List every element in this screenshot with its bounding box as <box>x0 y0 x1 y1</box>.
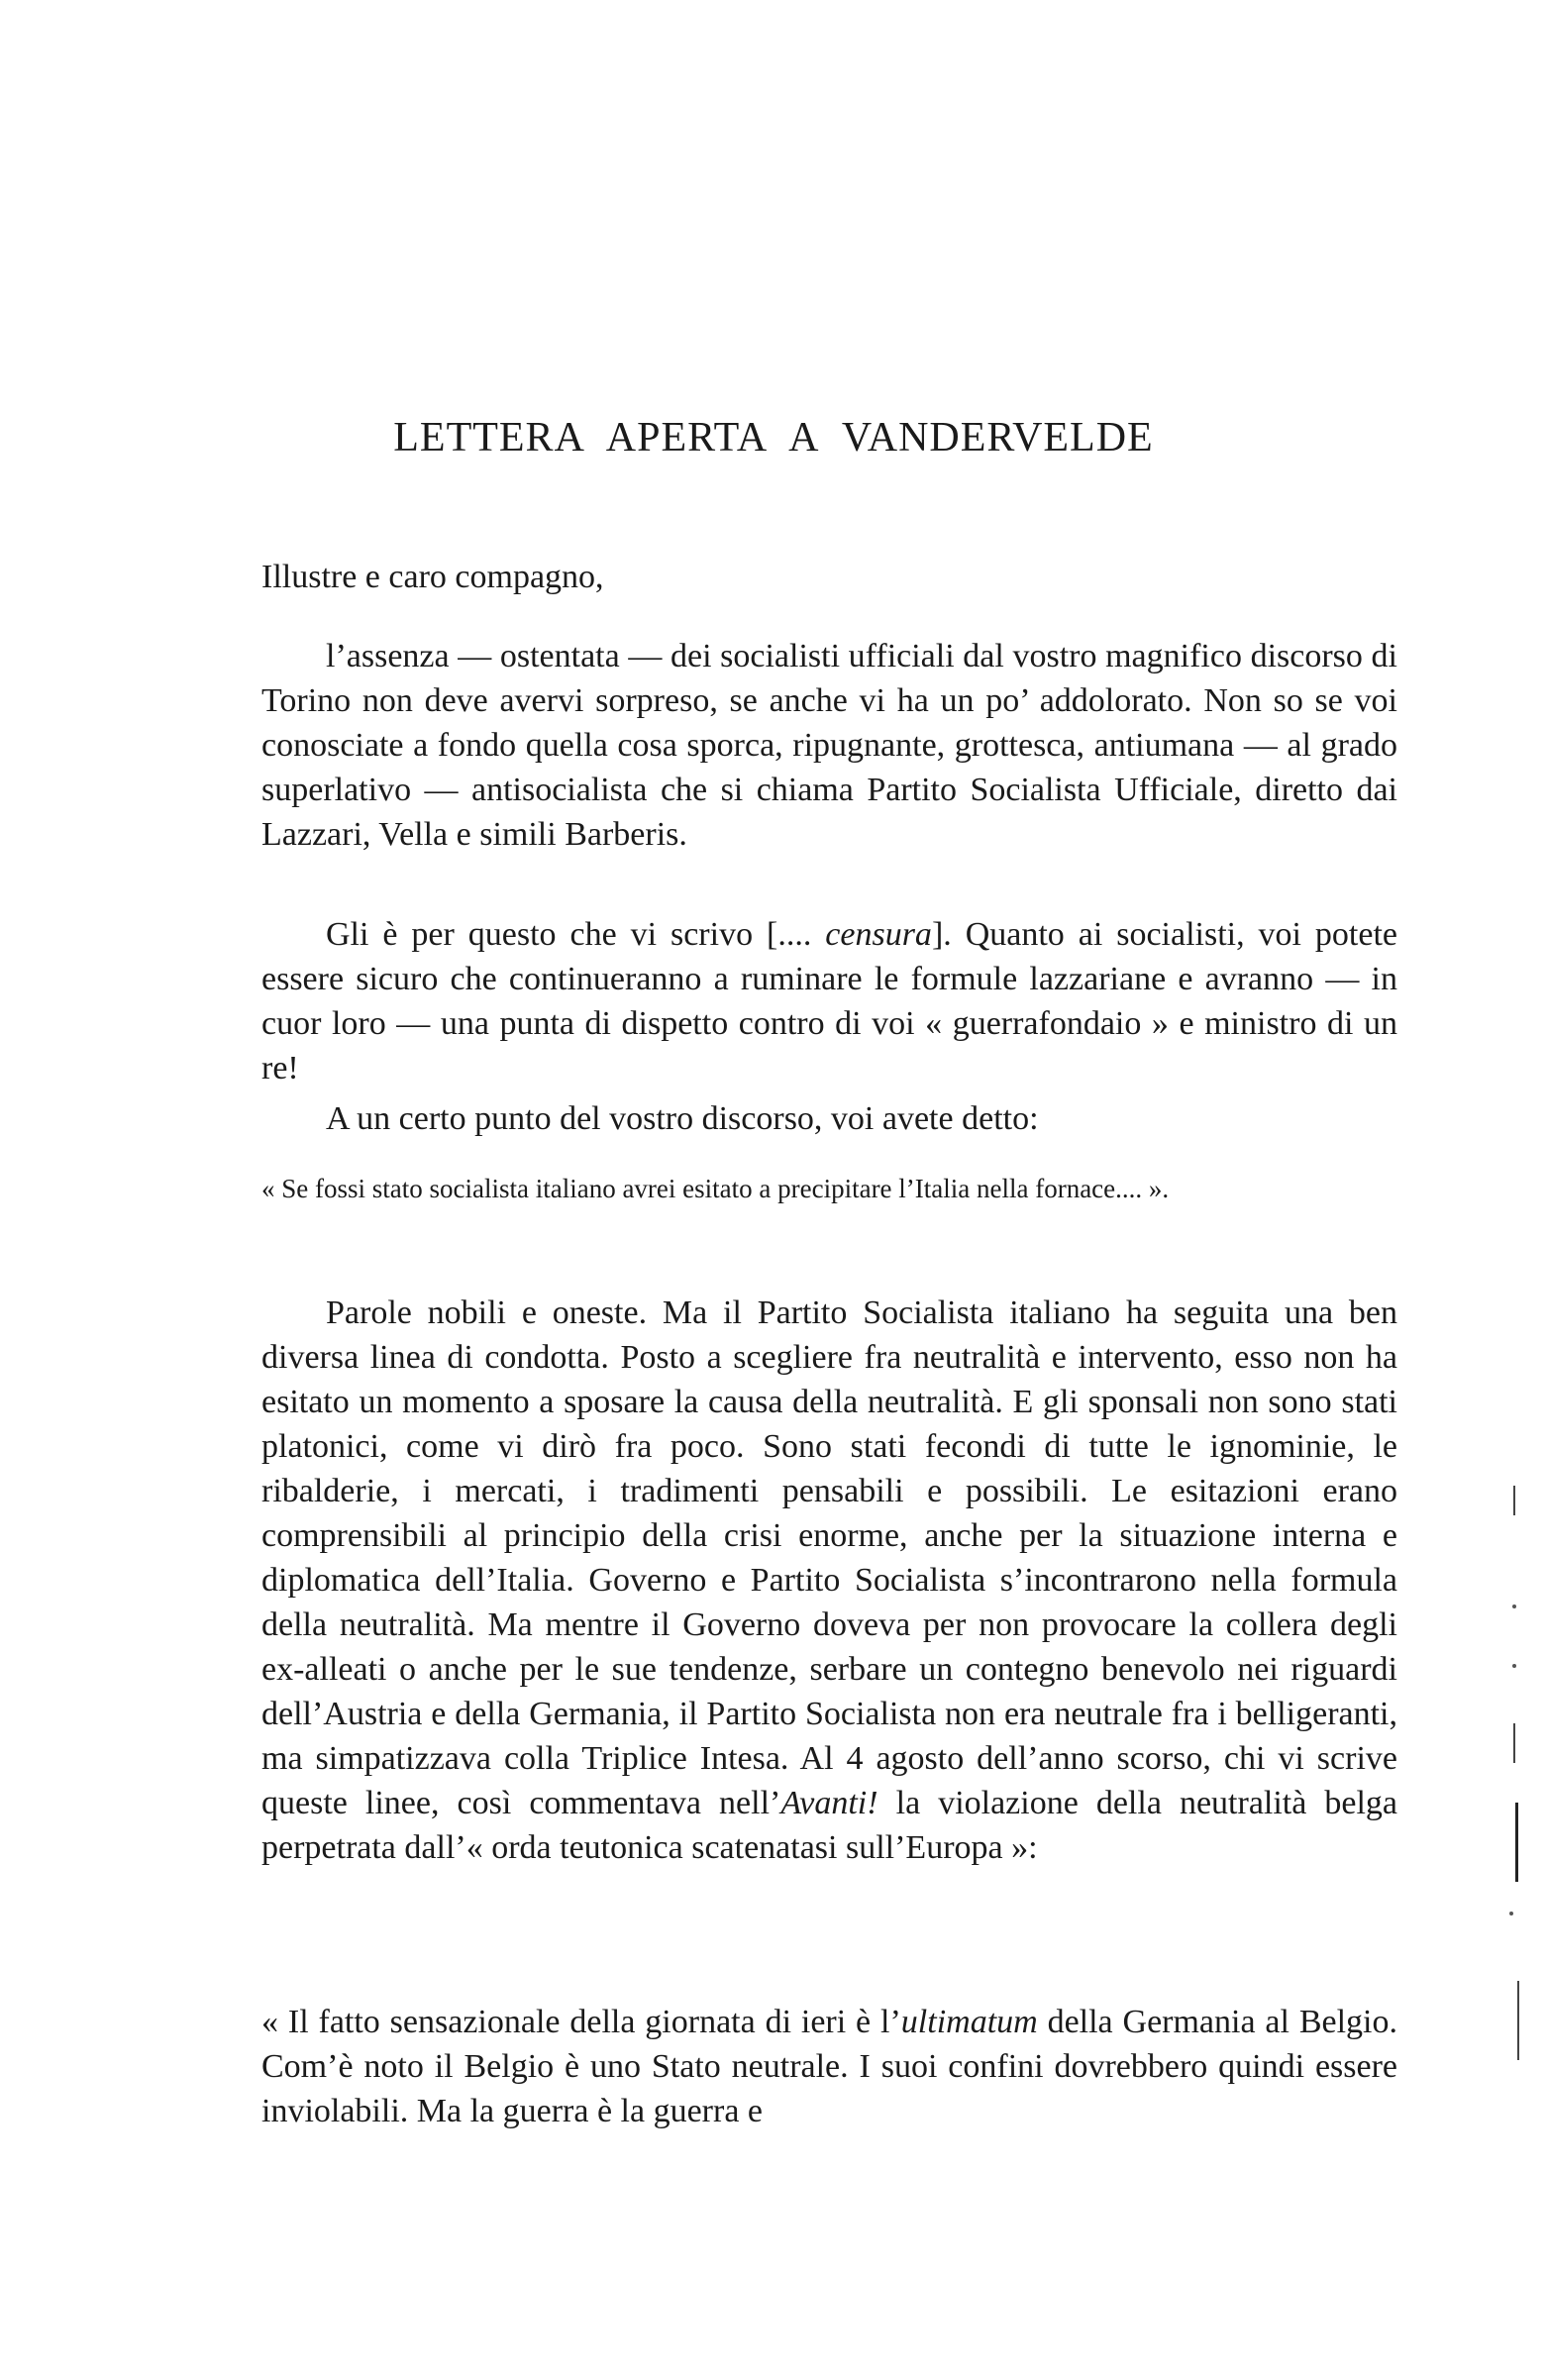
margin-dot-2 <box>1512 1664 1516 1668</box>
paragraph-4-text: Parole nobili e oneste. Ma il Partito Socialista italiano ha seguita una ben diversa linea di condotta. Posto a scegliere fra neutralità e intervento, esso non ha esitato un momento a sposare la causa della neutralità. E gli sponsali non sono stati platonici, come vi dirò fra poco. Sono stati fecondi di tutte le ignominie, le ribalderie, i mercati, i tradimenti pensabili e possibili. Le esitazioni erano comprensibili al principio della crisi enorme, anche per la situazione interna e diplomatica dell’Italia. Governo e Partito Socialista s’incontrarono nella formula della neutralità. Ma mentre il Governo doveva per non provocare la collera degli ex-alleati o anche per le sue tendenze, serbare un contegno benevolo nei riguardi dell’Austria e della Germania, il Partito Socialista non era neutrale fra i belligeranti, ma simpatizzava colla Triplice Intesa. Al 4 agosto dell’anno scorso, chi vi scrive queste linee, così commentava nell’ <box>261 1294 1397 1821</box>
paragraph-4 <box>261 1291 1397 1870</box>
paragraph-3: A un certo punto del vostro discorso, voi avete detto: <box>326 1100 1039 1137</box>
margin-line-4 <box>1517 1981 1519 2060</box>
margin-dot-1 <box>1512 1604 1516 1608</box>
paragraph-2-italic: censura <box>825 916 932 953</box>
margin-dot-3 <box>1509 1912 1513 1915</box>
paragraph-2-text-before: Gli è per questo che vi scrivo [.... <box>326 916 826 953</box>
margin-line-2 <box>1513 1723 1515 1763</box>
block-quote <box>261 1169 1397 1208</box>
paragraph-4-italic: Avanti! <box>780 1785 878 1821</box>
margin-line-3 <box>1515 1803 1518 1882</box>
margin-line-1 <box>1513 1486 1515 1515</box>
salutation: Illustre e caro compagno, <box>261 559 604 595</box>
page-title: LETTERA APERTA A VANDERVELDE <box>393 415 1154 461</box>
paragraph-5-text-before: « Il fatto sensazionale della giornata di ieri è l’ <box>261 2004 901 2040</box>
paragraph-5-text-after: della Germania al Belgio. Com’è noto il Belgio è uno Stato neutrale. I suoi confini dovrebbero quindi essere inviolabili. Ma la guerra è la guerra e <box>261 2004 1397 2129</box>
margin-scan-marks <box>1505 1486 1525 2080</box>
paragraph-5 <box>261 2000 1397 2133</box>
block-quote-text: « Se fossi stato socialista italiano avrei esitato a precipitare l’Italia nella fornace.... ». <box>261 1174 1170 1203</box>
paragraph-2-text-after: ]. Quanto ai socialisti, voi potete essere sicuro che continueranno a ruminare le formule lazzariane e avranno — in cuor loro — una punta di dispetto contro di voi « guerrafondaio » e ministro di un re! <box>261 916 1397 1087</box>
paragraph-1: l’assenza — ostentata — dei socialisti ufficiali dal vostro magnifico discorso di Torino non deve avervi sorpreso, se anche vi ha un po’ addolorato. Non so se voi conosciate a fondo quella cosa sporca, ripugnante, grottesca, antiumana — al grado superlativo — antisocialista che si chiama Partito Socialista Ufficiale, diretto dai Lazzari, Vella e simili Barberis. <box>261 638 1397 853</box>
paragraph-2 <box>261 912 1397 1090</box>
paragraph-4-text-after: la violazione della neutralità belga perpetrata dall’« orda teutonica scatenatasi sull’Europa »: <box>261 1785 1397 1866</box>
paragraph-5-italic: ultimatum <box>900 2004 1038 2040</box>
